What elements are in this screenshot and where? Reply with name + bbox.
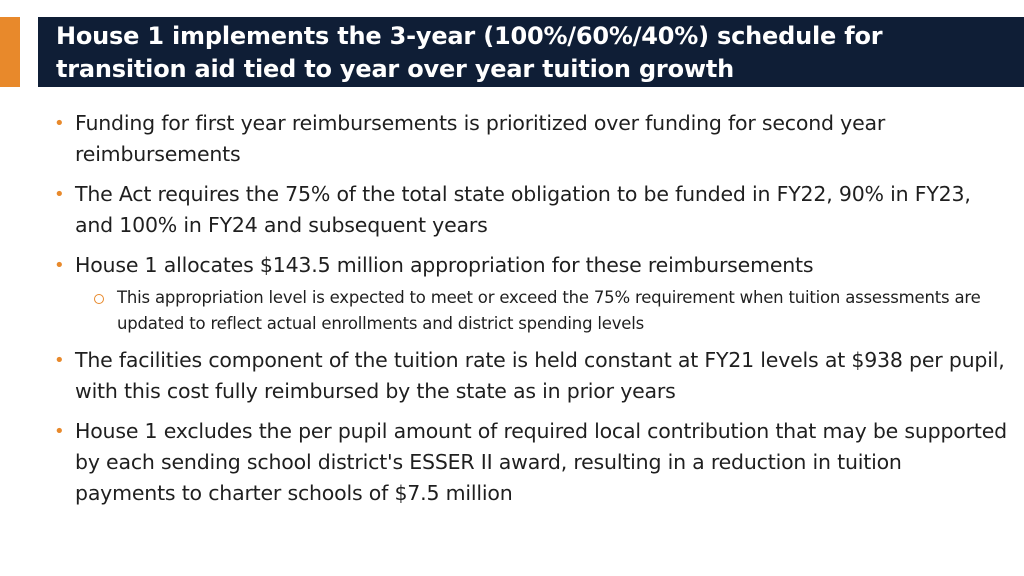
- bullet-icon: •: [54, 184, 65, 205]
- bullet-text: House 1 allocates $143.5 million appropriation for these reimbursements: [75, 253, 814, 277]
- bullet-icon: •: [54, 255, 65, 276]
- title-banner: [38, 17, 1024, 87]
- orange-accent-bar: [0, 17, 20, 87]
- bullet-item: [52, 179, 1007, 241]
- bullet-item: [52, 345, 1007, 407]
- bullet-list: [52, 108, 1007, 518]
- bullet-text: The Act requires the 75% of the total state obligation to be funded in FY22, 90% in FY23, and 100% in FY24 and subsequent years: [75, 182, 971, 237]
- bullet-icon: •: [54, 113, 65, 134]
- circle-bullet-icon: [94, 294, 104, 304]
- bullet-item: [52, 250, 1007, 281]
- slide-title: House 1 implements the 3-year (100%/60%/40%) schedule for transition aid tied to year over year tuition growth: [56, 22, 883, 83]
- bullet-icon: •: [54, 350, 65, 371]
- bullet-text: House 1 excludes the per pupil amount of required local contribution that may be supported by each sending school district's ESSER II award, resulting in a reduction in tuition payments to charter schools of $7.5 million: [75, 419, 1007, 505]
- sub-bullet-text: This appropriation level is expected to meet or exceed the 75% requirement when tuition assessments are updated to reflect actual enrollments and district spending levels: [117, 288, 981, 333]
- bullet-item: [52, 108, 1007, 170]
- sub-bullet-item: [52, 285, 1007, 337]
- bullet-icon: •: [54, 421, 65, 442]
- bullet-text: Funding for first year reimbursements is prioritized over funding for second year reimbursements: [75, 111, 886, 166]
- bullet-item: [52, 416, 1007, 509]
- bullet-text: The facilities component of the tuition rate is held constant at FY21 levels at $938 per pupil, with this cost fully reimbursed by the state as in prior years: [75, 348, 1005, 403]
